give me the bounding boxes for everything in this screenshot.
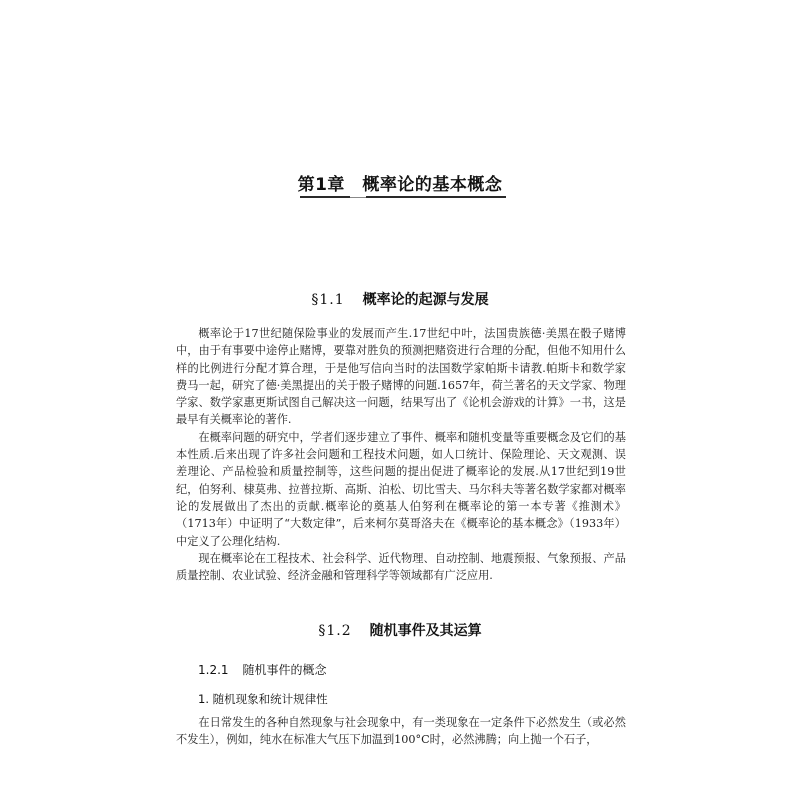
chapter-underline-right (366, 196, 506, 198)
section-number: §1.2 (318, 623, 352, 639)
section-title: 概率论的起源与发展 (362, 292, 489, 308)
section-heading-1-1 (0, 289, 800, 309)
paragraph: 在概率问题的研究中，学者们逐步建立了事件、概率和随机变量等重要概念及它们的基本性质.后来出现了许多社会问题和工程技术问题，如人口统计、保险理论、天文观测、误差理论、产品检验和质量控制等，这些问题的提出促进了概率论的发展.从17世纪到19世纪，伯努利、棣莫弗、拉普拉斯、高斯、泊松、切比雪夫、马尔科夫等著名数学家都对概率论的发展做出了杰出的贡献.概率论的奠基人伯努利在概率论的第一本专著《推测术》（1713年）中证明了“大数定律”，后来柯尔莫哥洛夫在《概率论的基本概念》（1933年）中定义了公理化结构. (176, 430, 626, 548)
chapter-title: 第1章 概率论的基本概念 (297, 175, 503, 195)
paragraph: 现在概率论在工程技术、社会科学、近代物理、自动控制、地震预报、气象预报、产品质量控制、农业试验、经济金融和管理科学等领域都有广泛应用. (176, 551, 626, 583)
subsection-heading (198, 661, 327, 678)
chapter-underline-gap (350, 197, 366, 198)
section-1-1-body (176, 325, 626, 584)
subsection-number: 1.2.1 (198, 663, 229, 677)
section-1-2-body (176, 714, 626, 749)
section-number: §1.1 (311, 292, 345, 308)
subsection-title: 随机事件的概念 (242, 663, 327, 677)
subsubsection-heading: 1. 随机现象和统计规律性 (198, 692, 328, 706)
section-heading-1-2 (0, 620, 800, 640)
chapter-underline-left (300, 196, 350, 198)
section-title: 随机事件及其运算 (369, 623, 482, 639)
paragraph: 在日常发生的各种自然现象与社会现象中，有一类现象在一定条件下必然发生（或必然不发生），例如，纯水在标准大气压下加温到100°C时，必然沸腾；向上抛一个石子， (176, 716, 626, 747)
paragraph: 概率论于17世纪随保险事业的发展而产生.17世纪中叶，法国贵族德·美黑在骰子赌博中，由于有事要中途停止赌博，要靠对胜负的预测把赌资进行合理的分配，但他不知用什么样的比例进行分配才算合理，于是他写信向当时的法国数学家帕斯卡请教.帕斯卡和数学家费马一起，研究了德·美黑提出的关于骰子赌博的问题.1657年，荷兰著名的天文学家、物理学家、数学家惠更斯试图自己解决这一问题，结果写出了《论机会游戏的计算》一书，这是最早有关概率论的著作. (176, 327, 626, 427)
